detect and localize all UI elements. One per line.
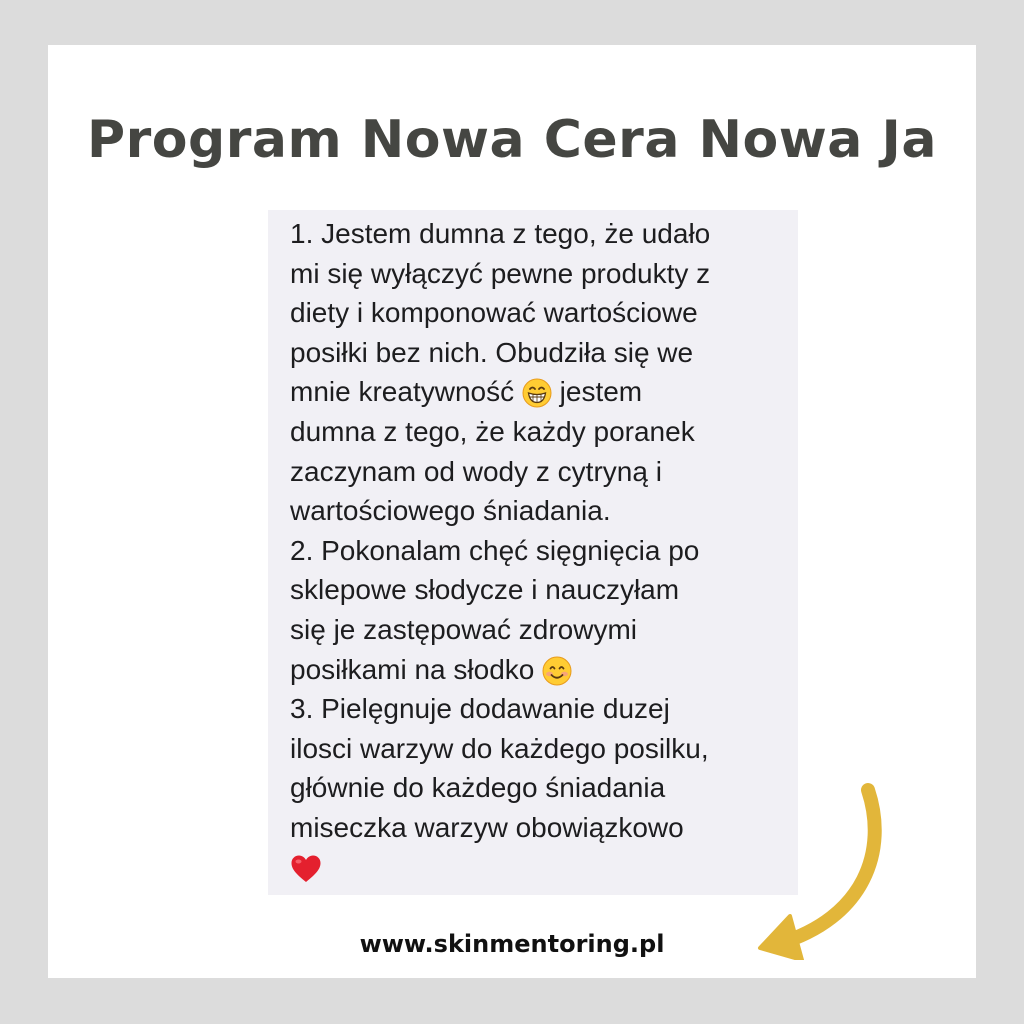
message-line: sklepowe słodycze i nauczyłam <box>290 574 680 606</box>
post-title: Program Nowa Cera Nowa Ja <box>87 110 937 170</box>
message-line: 1. Jestem dumna z tego, że udało <box>290 218 711 249</box>
message-line-part: mnie kreatywność <box>290 376 515 408</box>
message-line: 2. Pokonalam chęć sięgnięcia po <box>290 534 700 566</box>
message-line: ilosci warzyw do każdego posilku, <box>290 732 709 764</box>
message-line <box>290 372 795 412</box>
message-line <box>290 650 795 690</box>
message-line: wartościowego śniadania. <box>290 495 611 527</box>
message-line: posiłki bez nich. Obudziła się we <box>290 336 694 368</box>
message-line: głównie do każdego śniadania <box>290 772 666 804</box>
message-line-part: jestem <box>559 376 643 408</box>
message-line: dumna z tego, że każdy poranek <box>290 415 695 447</box>
message-line: miseczka warzyw obowiązkowo <box>290 811 684 843</box>
message-line <box>290 848 795 888</box>
message-line: zaczynam od wody z cytryną i <box>290 455 662 487</box>
website-url: www.skinmentoring.pl <box>359 930 665 958</box>
smiling-face-emoji-icon <box>542 656 572 686</box>
message-line: się je zastępować zdrowymi <box>290 613 638 645</box>
message-line: mi się wyłączyć pewne produkty z <box>290 257 711 289</box>
red-heart-emoji-icon <box>290 854 322 884</box>
message-line-part: posiłkami na słodko <box>290 653 535 685</box>
message-text <box>290 214 795 887</box>
grinning-face-emoji-icon <box>522 378 552 408</box>
message-line: diety i komponować wartościowe <box>290 297 698 329</box>
message-line: 3. Pielęgnuje dodawanie duzej <box>290 693 670 725</box>
